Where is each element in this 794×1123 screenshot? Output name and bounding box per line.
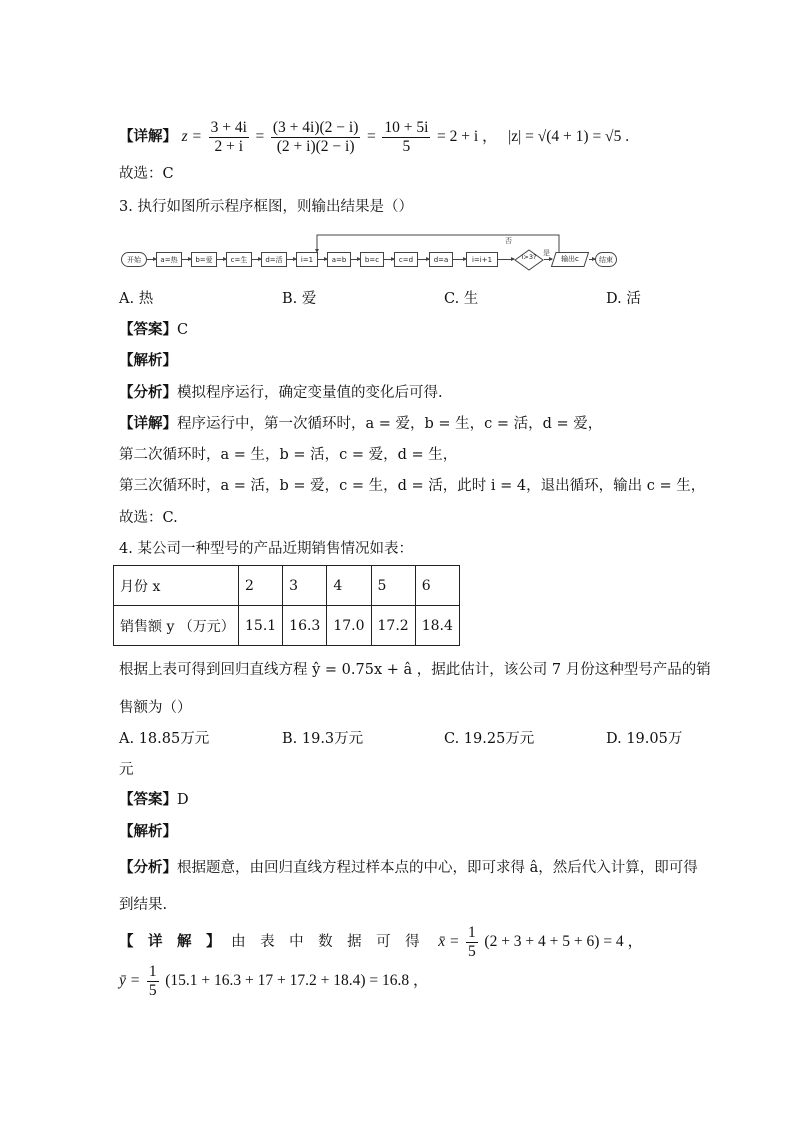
table-header-month: 月份 x bbox=[114, 566, 239, 606]
q2-fraction-1: $\frac{3 + 4i}{2 + i}$ bbox=[210, 118, 247, 155]
q3-choose: 故选：C. bbox=[119, 510, 178, 526]
q4-ybar-tail: (15.1 + 16.3 + 17 + 17.2 + 18.4) = 16.8 ， bbox=[165, 972, 429, 989]
q4-xbar-fraction: $\frac{1}{5}$ bbox=[468, 923, 476, 960]
table-cell: 5 bbox=[371, 566, 415, 606]
q3-detail-label: 【详解】 bbox=[119, 415, 177, 432]
q4-fenxi-line-1 bbox=[119, 858, 698, 878]
q3-option-d: D. 活 bbox=[606, 291, 641, 307]
q3-answer: C bbox=[177, 322, 189, 338]
q2-detail-line bbox=[119, 115, 629, 159]
q4-option-d-wrap: 元 bbox=[119, 762, 134, 778]
q3-option-a: A. 热 bbox=[119, 291, 154, 307]
q4-detail-label: 【 详 解 】 bbox=[119, 933, 221, 950]
table-row bbox=[114, 566, 460, 606]
table-cell: 18.4 bbox=[415, 606, 459, 646]
q4-analysis-label: 【解析】 bbox=[119, 823, 177, 840]
flow-start: 开始 bbox=[121, 252, 147, 267]
q4-fenxi-1: 根据题意，由回归直线方程过样本点的中心，即可求得 â，然后代入计算，即可得 bbox=[177, 860, 698, 876]
table-cell: 17.2 bbox=[371, 606, 415, 646]
q3-detail-3: 第三次循环时，a = 活，b = 爱，c = 生，d = 活，此时 i = 4，退出循环，输出 c = 生， bbox=[119, 478, 706, 494]
q2-z-expr: z = bbox=[181, 128, 202, 145]
flow-arrow bbox=[252, 259, 261, 260]
flow-arrow bbox=[287, 259, 296, 260]
q4-sales-table bbox=[113, 565, 460, 646]
q3-detail-2: 第二次循环时，a = 生，b = 活，c = 爱，d = 生， bbox=[119, 447, 458, 463]
q4-option-c: C. 19.25万元 bbox=[444, 731, 535, 747]
q4-option-d: D. 19.05万 bbox=[606, 731, 683, 747]
q4-text-2: 售额为（） bbox=[119, 700, 192, 716]
q4-detail-line-2 bbox=[119, 960, 428, 1002]
q3-analysis-label: 【解析】 bbox=[119, 352, 177, 369]
flow-end: 结束 bbox=[595, 252, 617, 267]
q3-fenxi: 模拟程序运行，确定变量值的变化后可得. bbox=[177, 385, 443, 401]
flow-decision-label: i>3? bbox=[521, 253, 537, 261]
q2-fraction-3: $\frac{10 + 5i}{5}$ bbox=[384, 118, 429, 155]
flow-arrow bbox=[418, 259, 429, 260]
q2-eq-2: = bbox=[366, 128, 376, 145]
q4-detail-text: 由 表 中 数 据 可 得 bbox=[231, 934, 420, 950]
q3-flowchart bbox=[119, 232, 619, 278]
flow-box-7: b=c bbox=[360, 252, 384, 267]
table-header-sales: 销售额 y （万元） bbox=[114, 606, 239, 646]
flow-box-5: i=1 bbox=[296, 252, 318, 267]
q3-fenxi-label: 【分析】 bbox=[119, 384, 177, 401]
table-cell: 15.1 bbox=[239, 606, 283, 646]
q4-answer-line bbox=[119, 790, 189, 810]
q4-xbar: x̄ = bbox=[438, 933, 460, 950]
flow-arrow bbox=[182, 259, 191, 260]
q4-option-b: B. 19.3万元 bbox=[282, 731, 364, 747]
q2-choose: 故选：C bbox=[119, 166, 174, 182]
q2-modulus: |z| = √(4 + 1) = √5 . bbox=[508, 128, 630, 145]
flow-arrow bbox=[453, 259, 466, 260]
q3-fenxi-line bbox=[119, 383, 443, 403]
q4-xbar-tail: (2 + 3 + 4 + 5 + 6) = 4 ， bbox=[484, 933, 644, 950]
flow-output-label: 输出c bbox=[561, 255, 579, 263]
table-cell: 3 bbox=[283, 566, 327, 606]
flow-arrow bbox=[384, 259, 394, 260]
table-cell: 17.0 bbox=[327, 606, 371, 646]
flow-box-4: d=活 bbox=[261, 252, 287, 267]
table-row bbox=[114, 606, 460, 646]
q3-question: 3. 执行如图所示程序框图，则输出结果是（） bbox=[119, 199, 413, 215]
q4-fenxi-2: 到结果. bbox=[119, 897, 168, 913]
q4-ybar: ȳ = bbox=[119, 972, 141, 989]
flow-box-10: i=i+1 bbox=[466, 252, 498, 267]
q4-question: 4. 某公司一种型号的产品近期销售情况如表： bbox=[119, 541, 413, 557]
table-cell: 16.3 bbox=[283, 606, 327, 646]
table-cell: 4 bbox=[327, 566, 371, 606]
flow-box-2: b=爱 bbox=[191, 252, 217, 267]
flow-box-8: c=d bbox=[394, 252, 418, 267]
q4-ybar-fraction: $\frac{1}{5}$ bbox=[148, 962, 157, 999]
flow-arrow bbox=[318, 259, 327, 260]
q3-detail-line-1 bbox=[119, 414, 602, 434]
flow-yes-label: 是 bbox=[543, 249, 550, 257]
flow-box-3: c=生 bbox=[226, 252, 252, 267]
q4-text-1: 根据上表可得到回归直线方程 ŷ = 0.75x + â ，据此估计，该公司 7 月份这种型号产品的销 bbox=[119, 662, 711, 678]
q2-detail-label: 【详解】 bbox=[119, 128, 177, 145]
q3-answer-line bbox=[119, 320, 188, 340]
flow-box-6: a=b bbox=[327, 252, 351, 267]
q2-tail: = 2 + i ， bbox=[437, 128, 498, 145]
q3-option-b: B. 爱 bbox=[282, 291, 317, 307]
flow-arrow bbox=[217, 259, 226, 260]
table-cell: 6 bbox=[415, 566, 459, 606]
q3-detail-1: 程序运行中，第一次循环时，a = 爱，b = 生，c = 活，d = 爱， bbox=[177, 416, 603, 432]
flow-box-1: a=热 bbox=[156, 252, 182, 267]
q4-answer-label: 【答案】 bbox=[119, 791, 177, 808]
q3-answer-label: 【答案】 bbox=[119, 321, 177, 338]
q4-detail-line-1 bbox=[119, 922, 643, 962]
flow-no-label: 否 bbox=[505, 237, 512, 245]
q2-fraction-2: $\frac{(3 + 4i)(2 - i)}{(2 + i)(2 - i)}$ bbox=[272, 118, 359, 155]
q2-eq-1: = bbox=[255, 128, 265, 145]
q4-option-a: A. 18.85万元 bbox=[119, 731, 210, 747]
flow-arrow bbox=[351, 259, 360, 260]
table-cell: 2 bbox=[239, 566, 283, 606]
flow-box-9: d=a bbox=[429, 252, 453, 267]
q4-fenxi-label: 【分析】 bbox=[119, 859, 177, 876]
flow-arrow bbox=[498, 259, 514, 260]
q3-option-c: C. 生 bbox=[444, 291, 479, 307]
q4-answer: D bbox=[177, 792, 189, 808]
flow-arrow bbox=[147, 259, 156, 260]
